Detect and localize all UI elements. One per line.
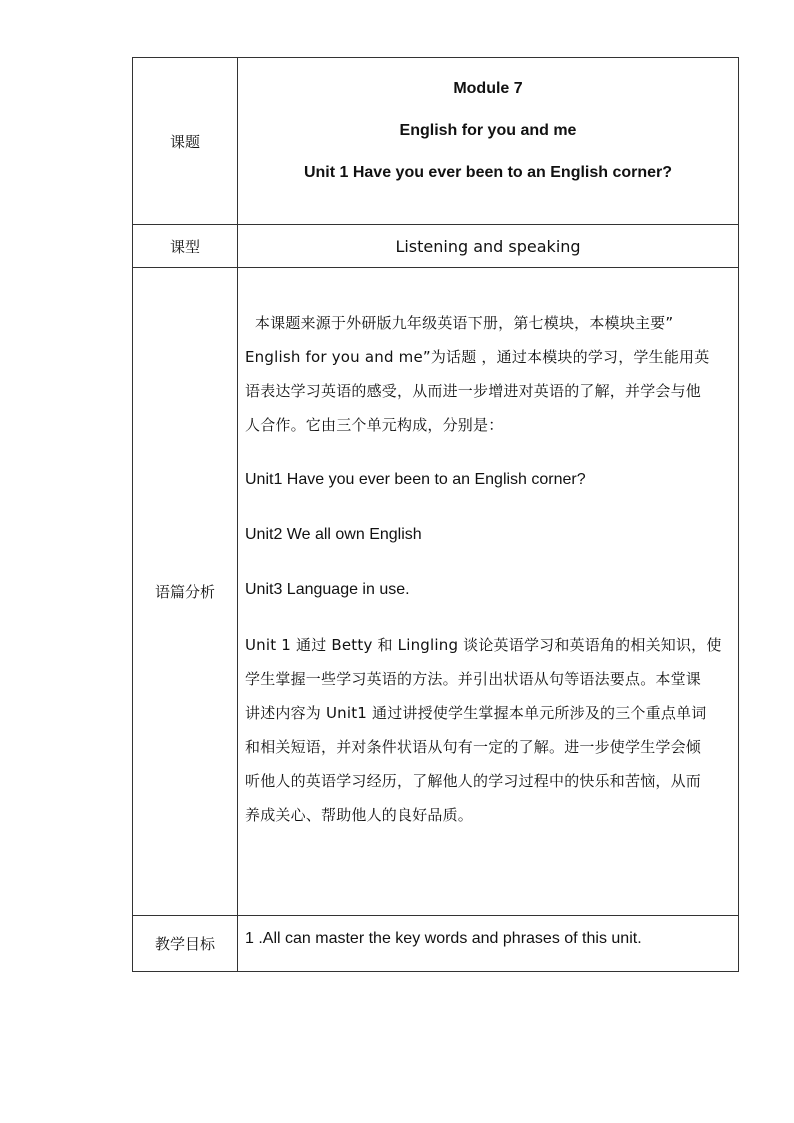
analysis-detail-line: 养成关心、帮助他人的良好品质。: [245, 806, 474, 824]
topic-content: [238, 58, 739, 225]
topic-row: [133, 58, 739, 225]
analysis-detail-line: 听他人的英语学习经历，了解他人的学习过程中的快乐和苦恼，从而: [245, 772, 702, 790]
analysis-detail-line: 讲述内容为 Unit1 通过讲授使学生掌握本单元所涉及的三个重点单词: [245, 704, 707, 722]
analysis-intro-line: 本课题来源于外研版九年级英语下册，第七模块，本模块主要”: [245, 314, 674, 332]
module-subtitle: English for you and me: [399, 122, 577, 139]
objectives-value: 1 .All can master the key words and phrases of this unit.: [238, 916, 739, 972]
topic-label: 课题: [133, 58, 238, 225]
objectives-row: [133, 916, 739, 972]
type-label: 课型: [133, 225, 238, 268]
unit-list-item: Unit2 We all own English: [245, 526, 422, 543]
analysis-intro-line: 语表达学习英语的感受，从而进一步增进对英语的了解，并学会与他: [245, 382, 702, 400]
type-row: [133, 225, 739, 268]
lesson-plan-table: [132, 57, 739, 972]
analysis-intro-line: 人合作。它由三个单元构成，分别是：: [245, 416, 504, 434]
topic-title-block: [238, 58, 738, 224]
analysis-content: [238, 268, 739, 916]
unit-list-item: Unit3 Language in use.: [245, 581, 410, 598]
analysis-row: [133, 268, 739, 916]
analysis-detail-line: 和相关短语，并对条件状语从句有一定的了解。进一步使学生学会倾: [245, 738, 702, 756]
type-value: Listening and speaking: [238, 225, 739, 268]
module-title: Module 7: [453, 80, 523, 97]
analysis-intro-line: English for you and me”为话题 ，通过本模块的学习，学生能用英: [245, 348, 710, 366]
unit-list-item: Unit1 Have you ever been to an English corner?: [245, 471, 586, 488]
unit-title: Unit 1 Have you ever been to an English corner?: [303, 164, 673, 181]
analysis-detail-line: 学生掌握一些学习英语的方法。并引出状语从句等语法要点。本堂课: [245, 670, 702, 688]
analysis-detail-line: Unit 1 通过 Betty 和 Lingling 谈论英语学习和英语角的相关知识，使: [245, 636, 722, 654]
analysis-label: 语篇分析: [133, 268, 238, 916]
objectives-label: 教学目标: [133, 916, 238, 972]
